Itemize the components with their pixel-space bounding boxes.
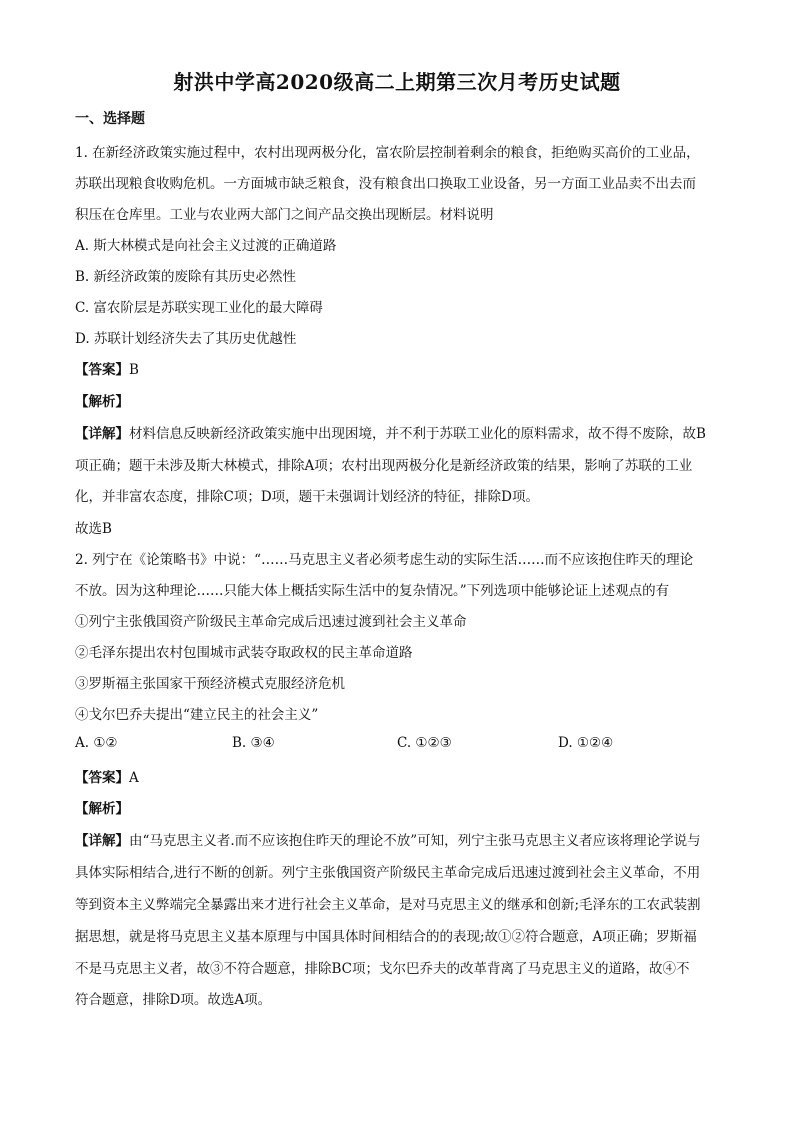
q2-analysis-tag	[75, 797, 725, 817]
q2-analysis-label: 【解析】	[75, 801, 129, 817]
q2-detail-line-5: 不是马克思主义者，故③不符合题意，排除BC项；戈尔巴乔夫的改革背离了马克思主义的道路，故④不	[75, 961, 690, 977]
q1-analysis-label: 【解析】	[75, 394, 129, 410]
q2-detail-text-1: 由“马克思主义者.而不应该抱住昨天的理论不放”可知，列宁主张马克思主义者应该将理论学说与	[129, 833, 701, 849]
q2-statement-4: ④戈尔巴乔夫提出“建立民主的社会主义”	[75, 707, 319, 723]
q2-statement-2: ②毛泽东提出农村包围城市武装夺取政权的民主革命道路	[75, 645, 413, 661]
q2-option-c: C. ①②③	[397, 735, 452, 751]
q1-detail-line-2: 项正确；题干未涉及斯大林模式，排除A项；农村出现两极分化是新经济政策的结果，影响了苏联的工业	[75, 458, 693, 474]
q1-conclusion: 故选B	[75, 521, 112, 537]
q1-option-b: B. 新经济政策的废除有其历史必然性	[75, 269, 297, 285]
q2-detail-line-6: 符合题意，排除D项。故选A项。	[75, 992, 272, 1008]
q1-detail-line-1	[75, 422, 725, 442]
q1-answer-tag: 【答案】	[75, 362, 129, 378]
q2-answer-value: A	[129, 770, 139, 786]
q1-detail-line-3: 化，并非富农态度，排除C项；D项，题干未强调计划经济的特征，排除D项。	[75, 489, 539, 505]
q2-option-a: A. ①②	[75, 735, 118, 751]
q1-option-d: D. 苏联计划经济失去了其历史优越性	[75, 331, 297, 347]
q1-analysis-tag	[75, 390, 725, 410]
q2-detail-line-1	[75, 829, 725, 849]
q2-option-b: B. ③④	[232, 735, 275, 751]
q2-stem-line-1: 2. 列宁在《论策略书》中说：“……马克思主义者必须考虑生动的实际生活……而不应该抱住昨天的理论	[75, 552, 694, 568]
page-title: 射洪中学高2020级高二上期第三次月考历史试题	[173, 70, 621, 94]
q2-statement-1: ①列宁主张俄国资产阶级民主革命完成后迅速过渡到社会主义革命	[75, 614, 467, 630]
q2-detail-line-4: 据思想，就是将马克思主义基本原理与中国具体时间相结合的的表现;故①②符合题意，A项正确；罗斯福	[75, 929, 697, 945]
q2-answer-tag: 【答案】	[75, 770, 129, 786]
q1-stem-line-2: 苏联出现粮食收购危机。一方面城市缺乏粮食，没有粮食出口换取工业设备，另一方面工业品卖不出去而	[75, 176, 696, 192]
q2-detail-line-2: 具体实际相结合,进行不断的创新。列宁主张俄国资产阶级民主革命完成后迅速过渡到社会主义革命，不用	[75, 865, 701, 881]
section-heading: 一、选择题	[75, 111, 145, 127]
q2-stem-line-2: 不放。因为这种理论……只能大体上概括实际生活中的复杂情况。”下列选项中能够论证上述观点的有	[75, 583, 670, 599]
q1-detail-tag: 【详解】	[75, 426, 129, 442]
q2-answer	[75, 766, 725, 786]
q1-option-c: C. 富农阶层是苏联实现工业化的最大障碍	[75, 300, 323, 316]
q1-detail-text-1: 材料信息反映新经济政策实施中出现困境，并不利于苏联工业化的原料需求，故不得不废除，故B	[129, 426, 706, 442]
q2-statement-3: ③罗斯福主张国家干预经济模式克服经济危机	[75, 676, 345, 692]
q2-detail-tag: 【详解】	[75, 833, 129, 849]
q1-stem-line-3: 积压在仓库里。工业与农业两大部门之间产品交换出现断层。材料说明	[75, 207, 494, 223]
q1-answer-value: B	[129, 362, 139, 378]
q2-detail-line-3: 等到资本主义弊端完全暴露出来才进行社会主义革命，是对马克思主义的继承和创新;毛泽东的工农武装割	[75, 897, 701, 913]
q1-answer	[75, 358, 725, 378]
q1-stem-line-1: 1. 在新经济政策实施过程中，农村出现两极分化，富农阶层控制着剩余的粮食，拒绝购买高价的工业品，	[75, 145, 700, 161]
q2-option-d: D. ①②④	[558, 735, 614, 751]
q1-option-a: A. 斯大林模式是向社会主义过渡的正确道路	[75, 238, 337, 254]
